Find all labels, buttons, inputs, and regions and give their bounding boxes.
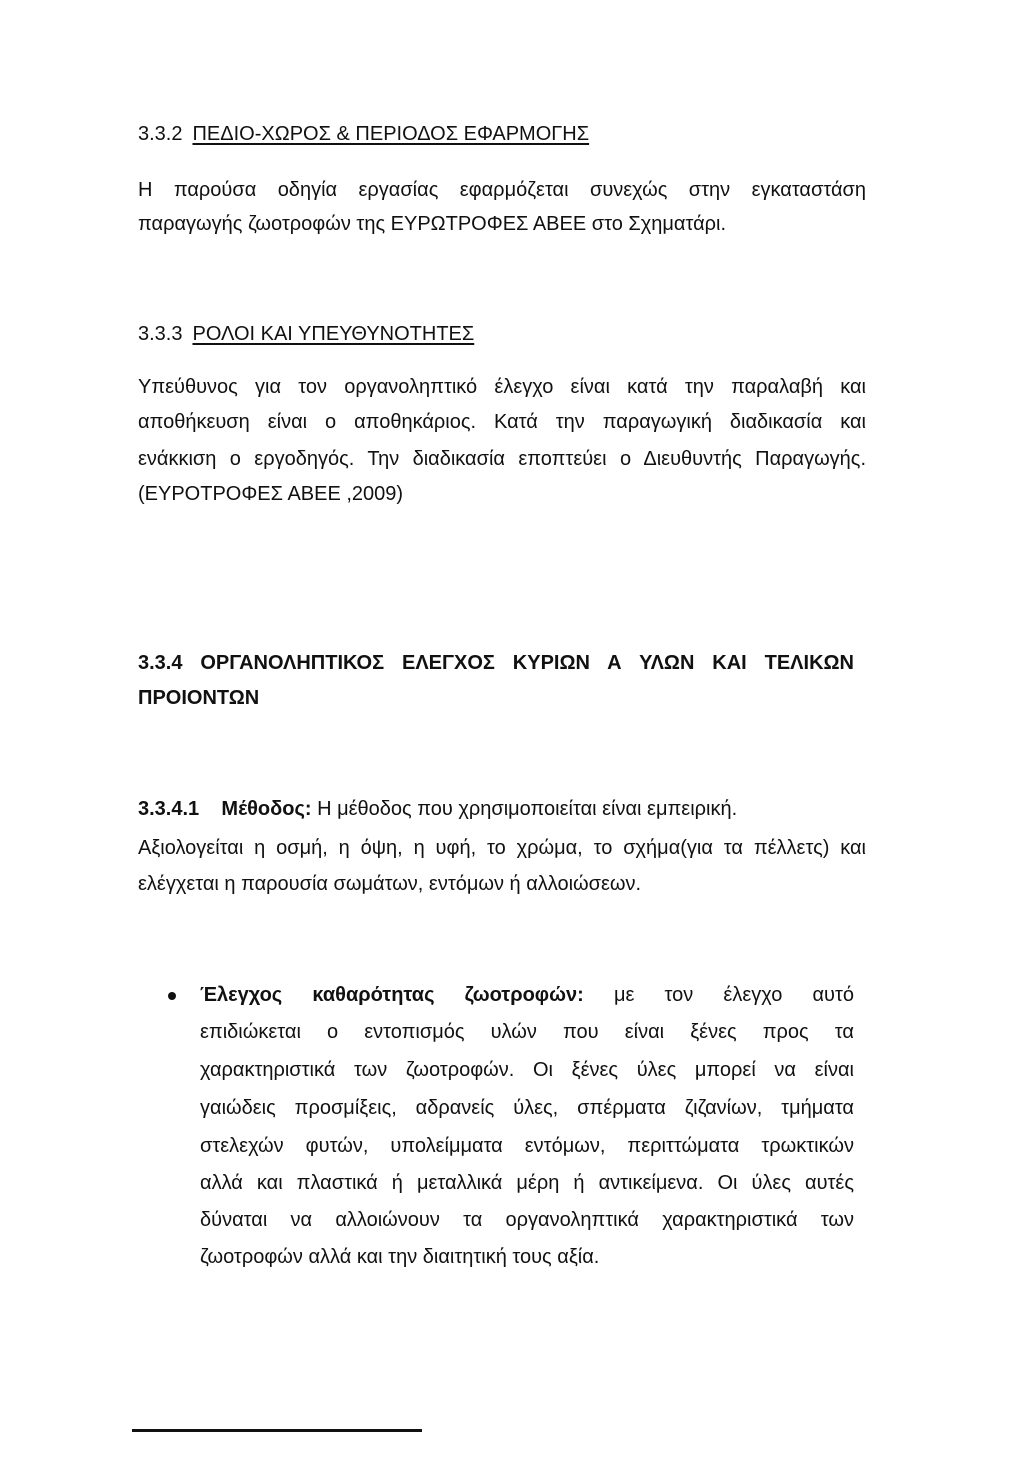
- subsection-number: 3.3.4.1: [138, 798, 200, 820]
- bullet-line: στελεχών φυτών, υπολείμματα εντόμων, περιττώματα τρωκτικών: [200, 1135, 854, 1157]
- section-heading-333: [138, 322, 474, 346]
- method-text: Η μέθοδος που χρησιμοποιείται είναι εμπειρική.: [317, 798, 738, 820]
- bullet-first-line: [200, 983, 854, 1007]
- bullet-icon: [168, 992, 176, 1000]
- section-heading-332: [138, 122, 589, 146]
- section-number: 3.3.2: [138, 123, 183, 145]
- bullet-line: ζωοτροφών αλλά και την διαιτητική τους αξία.: [200, 1246, 600, 1268]
- section-heading-334: 3.3.4 ΟΡΓΑΝΟΛΗΠΤΙΚΟΣ ΕΛΕΓΧΟΣ ΚΥΡΙΩΝ Α ΥΛΩΝ ΚΑΙ ΤΕΛΙΚΩΝ: [138, 652, 854, 674]
- paragraph-line: (ΕΥΡΟΤΡΟΦΕΣ ΑΒΕΕ ,2009): [138, 483, 404, 505]
- section-title: ΠΕΔΙΟ-ΧΩΡΟΣ & ΠΕΡΙΟΔΟΣ ΕΦΑΡΜΟΓΗΣ: [192, 123, 590, 145]
- bullet-line: χαρακτηριστικά των ζωοτροφών. Οι ξένες ύλες μπορεί να είναι: [200, 1059, 854, 1081]
- paragraph-line: ενάκκιση ο εργοδηγός. Την διαδικασία εποπτεύει ο Διευθυντής Παραγωγής.: [138, 448, 866, 470]
- bullet-line: δύναται να αλλοιώνουν τα οργανοληπτικά χαρακτηριστικά των: [200, 1209, 854, 1231]
- paragraph-line: ελέγχεται η παρουσία σωμάτων, εντόμων ή αλλοιώσεων.: [138, 873, 642, 895]
- method-label: Μέθοδος:: [221, 798, 312, 820]
- bullet-line: αλλά και πλαστικά ή μεταλλικά μέρη ή αντικείμενα. Οι ύλες αυτές: [200, 1172, 854, 1194]
- paragraph-line: αποθήκευση είναι ο αποθηκάριος. Κατά την παραγωγική διαδικασία και: [138, 411, 866, 433]
- section-number: 3.3.3: [138, 323, 183, 345]
- section-heading-334-continued: ΠΡΟΙΟΝΤΩΝ: [138, 687, 260, 709]
- paragraph-line: παραγωγής ζωοτροφών της ΕΥΡΩΤΡΟΦΕΣ ΑΒΕΕ στο Σχηματάρι.: [138, 213, 727, 235]
- footnote-separator: [132, 1429, 422, 1432]
- bullet-label: Έλεγχος καθαρότητας ζωοτροφών:: [200, 984, 584, 1006]
- section-title: ΡΟΛΟΙ ΚΑΙ ΥΠΕΥΘΥΝΟΤΗΤΕΣ: [192, 323, 475, 345]
- paragraph-line: Υπεύθυνος για τον οργανοληπτικό έλεγχο είναι κατά την παραλαβή και: [138, 376, 866, 398]
- paragraph-line: Η παρούσα οδηγία εργασίας εφαρμόζεται συνεχώς στην εγκαταστάση: [138, 179, 866, 201]
- method-line: [138, 797, 737, 821]
- bullet-line: γαιώδεις προσμίξεις, αδρανείς ύλες, σπέρματα ζιζανίων, τμήματα: [200, 1097, 854, 1119]
- bullet-text: με τον έλεγχο αυτό: [613, 984, 855, 1006]
- paragraph-line: Αξιολογείται η οσμή, η όψη, η υφή, το χρώμα, το σχήμα(για τα πέλλετς) και: [138, 837, 866, 859]
- bullet-line: επιδιώκεται ο εντοπισμός υλών που είναι ξένες προς τα: [200, 1021, 854, 1043]
